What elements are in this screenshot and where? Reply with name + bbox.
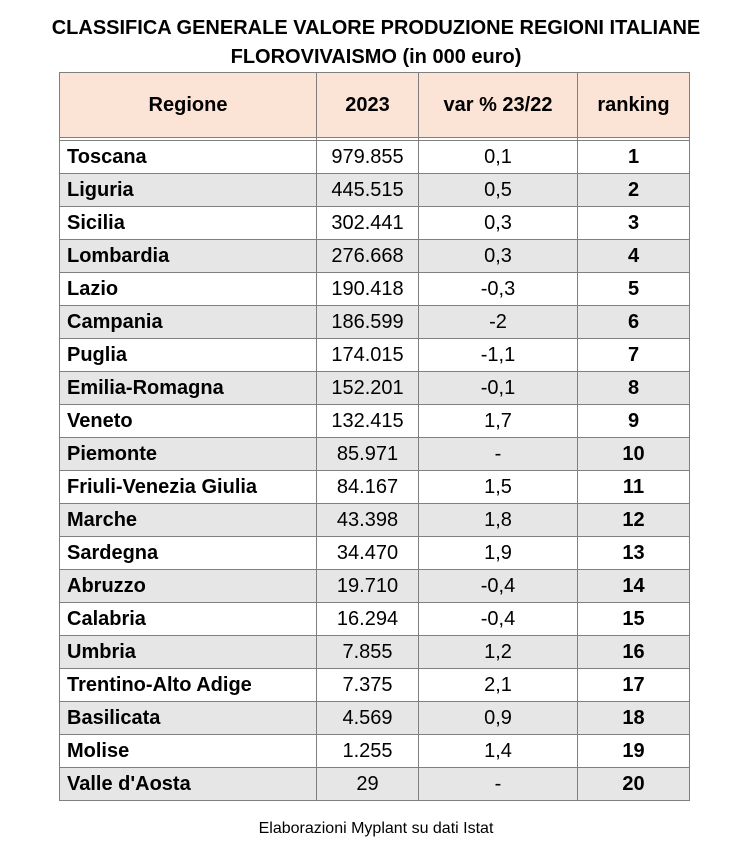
cell-valore-2023: 7.375: [317, 669, 419, 702]
cell-var-percent: 0,1: [419, 141, 578, 174]
column-header-2023: 2023: [317, 73, 419, 138]
cell-var-percent: 2,1: [419, 669, 578, 702]
cell-valore-2023: 43.398: [317, 504, 419, 537]
table-row: [60, 669, 690, 702]
cell-ranking: 8: [578, 372, 690, 405]
cell-regione: Friuli-Venezia Giulia: [60, 471, 317, 504]
cell-ranking: 2: [578, 174, 690, 207]
cell-regione: Liguria: [60, 174, 317, 207]
column-header-var: var % 23/22: [419, 73, 578, 138]
table-row: [60, 471, 690, 504]
table-row: [60, 735, 690, 768]
cell-regione: Puglia: [60, 339, 317, 372]
cell-valore-2023: 1.255: [317, 735, 419, 768]
cell-var-percent: 0,9: [419, 702, 578, 735]
table-row: [60, 306, 690, 339]
cell-ranking: 6: [578, 306, 690, 339]
cell-var-percent: 1,4: [419, 735, 578, 768]
table-row: [60, 537, 690, 570]
cell-var-percent: 1,2: [419, 636, 578, 669]
cell-ranking: 17: [578, 669, 690, 702]
cell-var-percent: -0,3: [419, 273, 578, 306]
cell-regione: Piemonte: [60, 438, 317, 471]
cell-regione: Veneto: [60, 405, 317, 438]
source-note: Elaborazioni Myplant su dati Istat: [258, 820, 494, 837]
table-row: [60, 768, 690, 801]
cell-var-percent: -1,1: [419, 339, 578, 372]
cell-var-percent: 1,8: [419, 504, 578, 537]
cell-regione: Campania: [60, 306, 317, 339]
cell-valore-2023: 186.599: [317, 306, 419, 339]
table-row: [60, 240, 690, 273]
cell-valore-2023: 29: [317, 768, 419, 801]
cell-valore-2023: 7.855: [317, 636, 419, 669]
cell-ranking: 11: [578, 471, 690, 504]
cell-regione: Sardegna: [60, 537, 317, 570]
cell-valore-2023: 190.418: [317, 273, 419, 306]
cell-ranking: 19: [578, 735, 690, 768]
table-row: [60, 141, 690, 174]
table-row: [60, 174, 690, 207]
cell-valore-2023: 16.294: [317, 603, 419, 636]
cell-ranking: 9: [578, 405, 690, 438]
cell-var-percent: -: [419, 768, 578, 801]
cell-var-percent: 0,3: [419, 240, 578, 273]
cell-regione: Toscana: [60, 141, 317, 174]
cell-valore-2023: 19.710: [317, 570, 419, 603]
cell-var-percent: -0,4: [419, 570, 578, 603]
cell-regione: Sicilia: [60, 207, 317, 240]
cell-valore-2023: 84.167: [317, 471, 419, 504]
cell-var-percent: 0,5: [419, 174, 578, 207]
cell-regione: Lazio: [60, 273, 317, 306]
cell-valore-2023: 174.015: [317, 339, 419, 372]
cell-regione: Abruzzo: [60, 570, 317, 603]
cell-ranking: 12: [578, 504, 690, 537]
cell-regione: Valle d'Aosta: [60, 768, 317, 801]
cell-regione: Basilicata: [60, 702, 317, 735]
cell-ranking: 7: [578, 339, 690, 372]
table-row: [60, 273, 690, 306]
ranking-table: [59, 72, 690, 801]
table-row: [60, 603, 690, 636]
cell-regione: Emilia-Romagna: [60, 372, 317, 405]
cell-ranking: 13: [578, 537, 690, 570]
table-row: [60, 372, 690, 405]
cell-valore-2023: 979.855: [317, 141, 419, 174]
cell-ranking: 16: [578, 636, 690, 669]
cell-ranking: 15: [578, 603, 690, 636]
cell-valore-2023: 4.569: [317, 702, 419, 735]
table-row: [60, 207, 690, 240]
cell-ranking: 3: [578, 207, 690, 240]
cell-var-percent: 1,7: [419, 405, 578, 438]
table-row: [60, 636, 690, 669]
cell-ranking: 1: [578, 141, 690, 174]
cell-ranking: 18: [578, 702, 690, 735]
table-row: [60, 339, 690, 372]
cell-valore-2023: 85.971: [317, 438, 419, 471]
cell-var-percent: -0,4: [419, 603, 578, 636]
cell-var-percent: 0,3: [419, 207, 578, 240]
table-body: [60, 138, 690, 801]
table-header-row: [60, 73, 690, 138]
cell-valore-2023: 276.668: [317, 240, 419, 273]
cell-regione: Calabria: [60, 603, 317, 636]
cell-valore-2023: 152.201: [317, 372, 419, 405]
cell-regione: Umbria: [60, 636, 317, 669]
cell-var-percent: 1,5: [419, 471, 578, 504]
cell-regione: Lombardia: [60, 240, 317, 273]
cell-ranking: 20: [578, 768, 690, 801]
table-row: [60, 570, 690, 603]
cell-ranking: 4: [578, 240, 690, 273]
cell-valore-2023: 34.470: [317, 537, 419, 570]
table-row: [60, 504, 690, 537]
cell-ranking: 10: [578, 438, 690, 471]
cell-regione: Trentino-Alto Adige: [60, 669, 317, 702]
cell-regione: Marche: [60, 504, 317, 537]
cell-var-percent: -: [419, 438, 578, 471]
cell-valore-2023: 132.415: [317, 405, 419, 438]
cell-ranking: 14: [578, 570, 690, 603]
table-row: [60, 438, 690, 471]
cell-valore-2023: 302.441: [317, 207, 419, 240]
cell-valore-2023: 445.515: [317, 174, 419, 207]
table-row: [60, 405, 690, 438]
column-header-regione: Regione: [60, 73, 317, 138]
cell-var-percent: -0,1: [419, 372, 578, 405]
cell-var-percent: -2: [419, 306, 578, 339]
cell-var-percent: 1,9: [419, 537, 578, 570]
page-title: CLASSIFICA GENERALE VALORE PRODUZIONE REGIONI ITALIANE: [51, 17, 701, 39]
column-header-ranking: ranking: [578, 73, 690, 138]
table-row: [60, 702, 690, 735]
cell-ranking: 5: [578, 273, 690, 306]
cell-regione: Molise: [60, 735, 317, 768]
page-subtitle: FLOROVIVAISMO (in 000 euro): [230, 46, 522, 68]
